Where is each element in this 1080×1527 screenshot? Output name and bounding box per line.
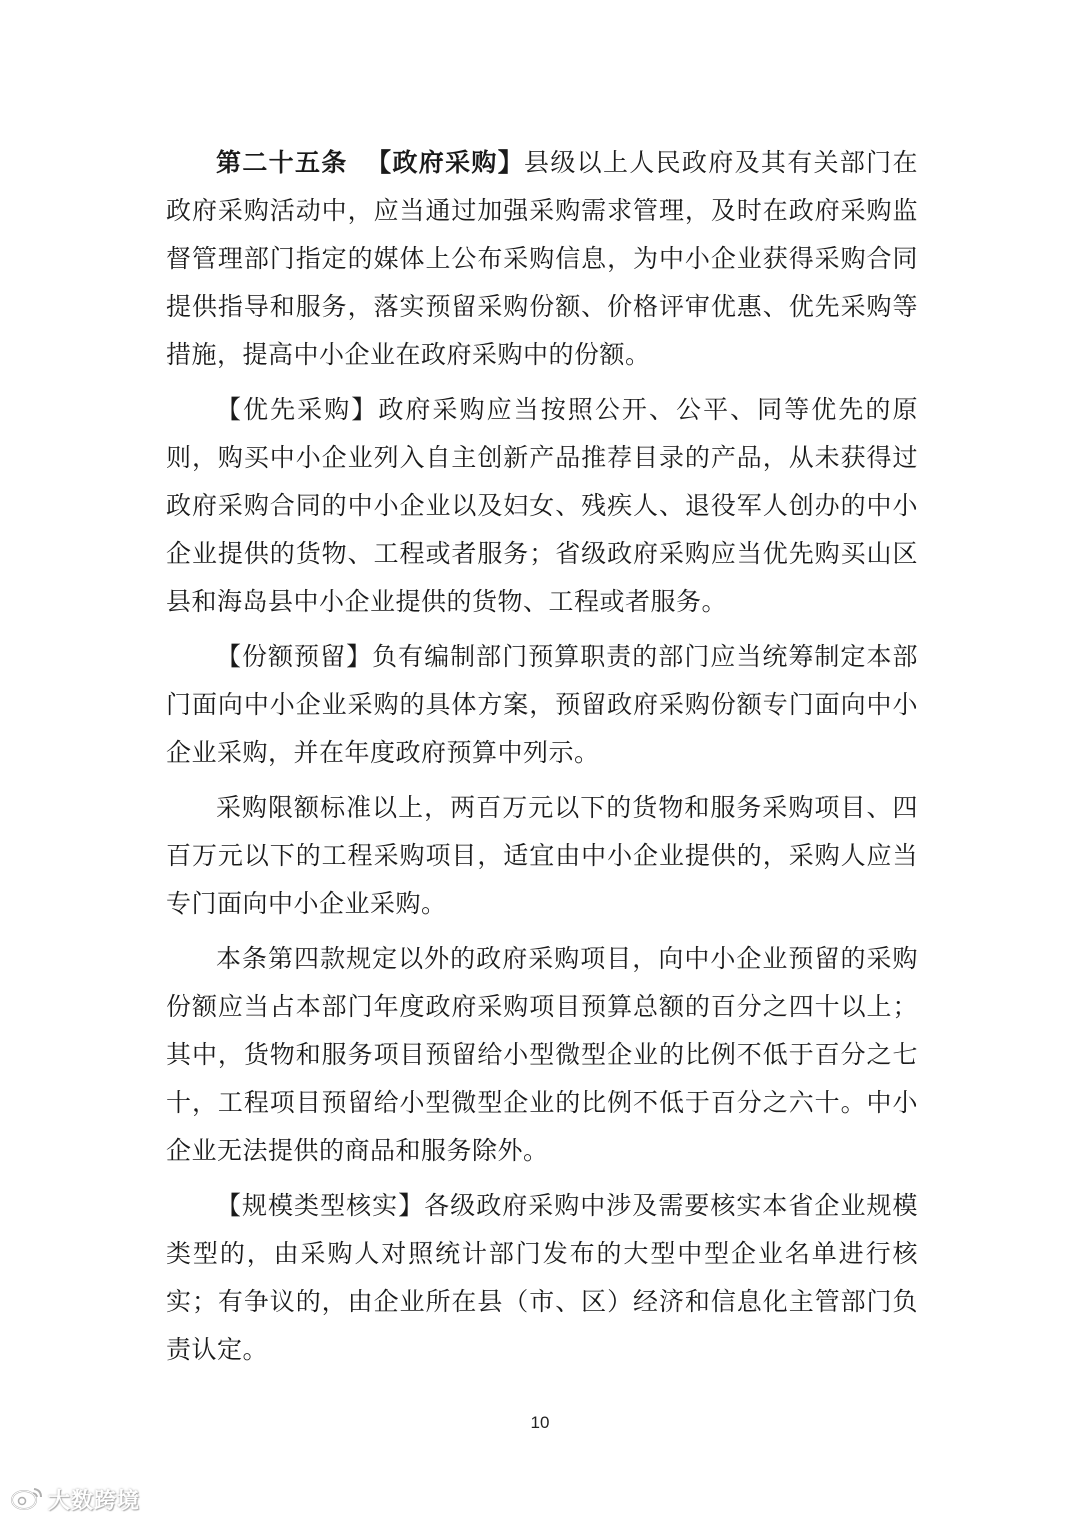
weibo-logo-icon <box>10 1485 44 1515</box>
paragraph-reserved-share <box>166 935 918 1175</box>
watermark-text: 大数跨境 <box>48 1489 141 1514</box>
paragraph-text: 本条第四款规定以外的政府采购项目，向中小企业预留的采购份额应当占本部门年度政府采购项目预算总额的百分之四十以上；其中，货物和服务项目预留给小型微型企业的比例不低于百分之七十，工程项目预留给小型微型企业的比例不低于百分之六十。中小企业无法提供的商品和服务除外。 <box>166 944 918 1165</box>
paragraph-priority-procurement <box>166 386 918 626</box>
paragraph-text: 负有编制部门预算职责的部门应当统筹制定本部门面向中小企业采购的具体方案，预留政府采购份额专门面向中小企业采购，并在年度政府预算中列示。 <box>166 642 918 767</box>
article-heading: 第二十五条 <box>216 148 348 177</box>
paragraph-text: 采购限额标准以上，两百万元以下的货物和服务采购项目、四百万元以下的工程采购项目，适宜由中小企业提供的，采购人应当专门面向中小企业采购。 <box>166 793 918 918</box>
section-tag-quota-reservation: 【份额预留】 <box>216 642 373 671</box>
paragraph-scale-verification <box>166 1182 918 1374</box>
document-body <box>166 139 918 1381</box>
paragraph-procurement-threshold <box>166 784 918 928</box>
paragraph-text: 各级政府采购中涉及需要核实本省企业规模类型的，由采购人对照统计部门发布的大型中型企业名单进行核实；有争议的，由企业所在县（市、区）经济和信息化主管部门负责认定。 <box>166 1191 918 1364</box>
page-number: 10 <box>530 1413 550 1432</box>
paragraph-quota-reservation <box>166 633 918 777</box>
watermark <box>10 1484 140 1515</box>
paragraph-government-procurement <box>166 139 918 379</box>
section-tag-scale-verification: 【规模类型核实】 <box>216 1191 425 1220</box>
section-tag-priority-procurement: 【优先采购】 <box>216 395 379 424</box>
paragraph-text: 县级以上人民政府及其有关部门在政府采购活动中，应当通过加强采购需求管理，及时在政府采购监督管理部门指定的媒体上公布采购信息，为中小企业获得采购合同提供指导和服务，落实预留采购份额、价格评审优惠、优先采购等措施，提高中小企业在政府采购中的份额。 <box>166 148 918 369</box>
paragraph-text: 政府采购应当按照公开、公平、同等优先的原则，购买中小企业列入自主创新产品推荐目录的产品，从未获得过政府采购合同的中小企业以及妇女、残疾人、退役军人创办的中小企业提供的货物、工程或者服务；省级政府采购应当优先购买山区县和海岛县中小企业提供的货物、工程或者服务。 <box>166 395 918 616</box>
section-tag-government-procurement: 【政府采购】 <box>366 148 525 177</box>
